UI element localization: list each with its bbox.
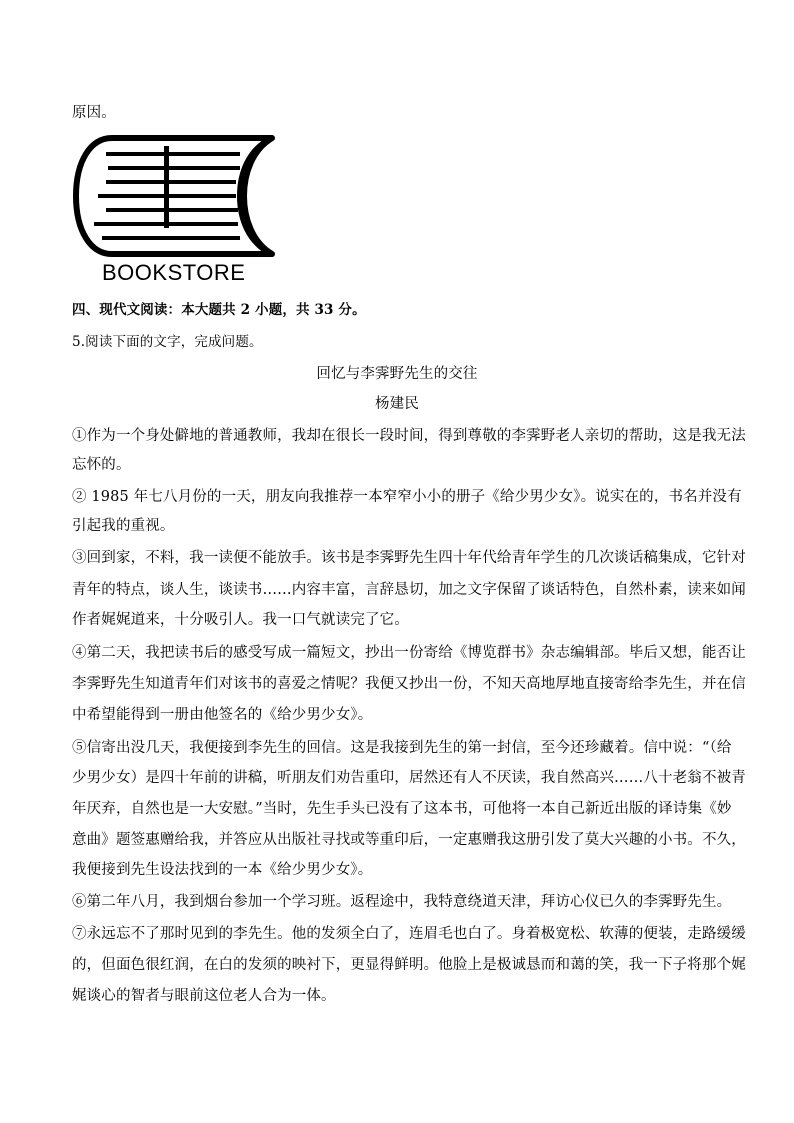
article-author: 杨建民 xyxy=(375,396,419,412)
article-line: 的，但面色很红润，在白的发须的映衬下，更显得鲜明。他脸上是极诚恳而和蔼的笑，我一下子将那个娓 xyxy=(72,957,746,973)
article-line: 娓谈心的智者与眼前这位老人合为一体。 xyxy=(72,988,336,1004)
article-line: ③回到家，不料，我一读便不能放手。该书是李霁野先生四十年代给青年学生的几次谈话稿集成，它针对 xyxy=(72,550,746,566)
article-line: ⑤信寄出没几天，我便接到李先生的回信。这是我接到先生的第一封信，至今还珍藏着。信中说：“（给 xyxy=(72,740,732,756)
bookstore-book-logo-icon xyxy=(72,134,276,258)
article-line: 李霁野先生知道青年们对该书的喜爱之情呢？我便又抄出一份，不知天高地厚地直接寄给李先生，并在信 xyxy=(72,676,746,692)
article-line: 青年的特点，谈人生，谈读书……内容丰富，言辞恳切，加之文字保留了谈话特色，自然朴素，读来如闻 xyxy=(72,582,746,598)
previous-question-ending: 原因。 xyxy=(72,105,116,121)
article-line: 少男少女）是四十年前的讲稿，听朋友们劝告重印，居然还有人不厌读，我自然高兴……八十老翁不被青 xyxy=(72,770,746,786)
article-line: 中希望能得到一册由他签名的《给少男少女》。 xyxy=(72,707,373,723)
article-line: 忘怀的。 xyxy=(72,457,131,473)
section-heading: 四、现代文阅读：本大题共 2 小题，共 33 分。 xyxy=(72,302,366,318)
article-line: ⑥第二年八月，我到烟台参加一个学习班。返程途中，我特意绕道天津，拜访心仪已久的李霁野先生。 xyxy=(72,894,732,910)
article-title: 回忆与李霁野先生的交往 xyxy=(316,366,478,382)
article-line: ② 1985 年七八月份的一天，朋友向我推荐一本窄窄小小的册子《给少男少女》。说实在的，书名并没有 xyxy=(72,489,742,505)
article-line: ④第二天，我把读书后的感受写成一篇短文，抄出一份寄给《博览群书》杂志编辑部。毕后又想，能否让 xyxy=(72,645,746,661)
article-line: 我便接到先生设法找到的一本《给少男少女》。 xyxy=(72,862,373,878)
article-line: 引起我的重视。 xyxy=(72,518,175,534)
article-line: 作者娓娓道来，十分吸引人。我一口气就读完了它。 xyxy=(72,612,409,628)
article-line: 年厌弃，自然也是一大安慰。”当时，先生手头已没有了这本书，可他将一本自己新近出版的译诗集《妙 xyxy=(72,801,732,817)
article-line: 意曲》题签惠赠给我，并答应从出版社寻找或等重印后，一定惠赠我这册引发了莫大兴趣的小书。不久， xyxy=(72,832,746,848)
article-line: ⑦永远忘不了那时见到的李先生。他的发须全白了，连眉毛也白了。身着极宽松、软薄的便装，走路缓缓 xyxy=(72,926,746,942)
logo-text: BOOKSTORE xyxy=(102,260,246,285)
article-line: ①作为一个身处僻地的普通教师，我却在很长一段时间，得到尊敬的李霁野老人亲切的帮助，这是我无法 xyxy=(72,428,746,444)
question-prompt: 5.阅读下面的文字，完成问题。 xyxy=(72,334,263,350)
